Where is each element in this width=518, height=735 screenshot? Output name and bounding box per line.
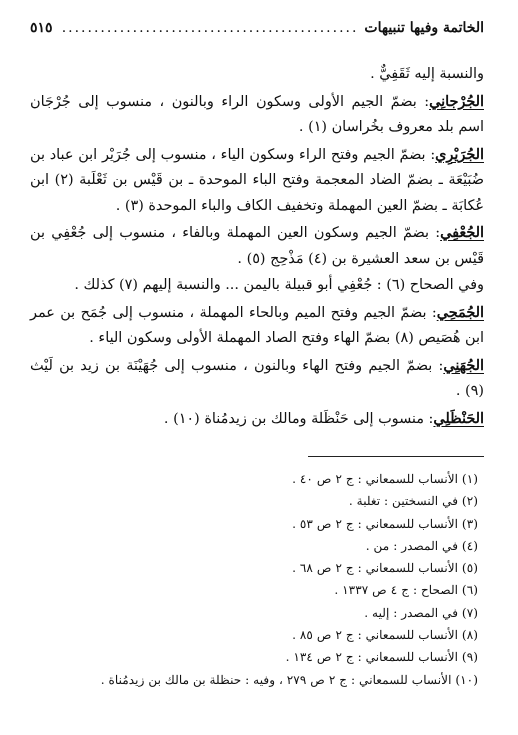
footnote: (٧) في المصدر : إليه .: [364, 605, 478, 620]
footnote: (١٠) الأنساب للسمعاني : ج ٢ ص ٢٧٩ ، وفيه : حنظلة بن مالك بن زيدمُناة .: [100, 672, 478, 687]
entry-jurjani: [30, 89, 484, 141]
entry-text: : بضمّ الجيم وسكون العين المهملة وبالفاء ، منسوب إلى جُعْفِي بن قَيْس بن سعد العشيرة بن (٤) مَذْحِج (٥) .: [30, 225, 484, 267]
entry-hanzali: [30, 406, 484, 433]
entry-jumahi: [30, 300, 484, 352]
footnote: (٢) في النسختين : تغلبة .: [348, 494, 478, 509]
entry-text: : منسوب إلى حَنْظَلة ومالك بن زيدمُناة (١٠) .: [163, 410, 434, 427]
entry-term: الجُمَحِي: [436, 303, 484, 321]
entry-text: : بضمّ الجيم الأولى وسكون الراء وبالنون ، منسوب إلى جُرْجَان اسم بلد معروف بخُراسان (١) .: [30, 93, 484, 135]
entry-jufi: [30, 220, 484, 272]
footnote: (١) الأنساب للسمعاني : ج ٢ ص ٤٠ .: [292, 472, 478, 486]
entry-sihah-note: [30, 273, 484, 299]
entry-text: : بضمّ الجيم وفتح الهاء وبالنون ، منسوب إلى جُهَيْنَة بن زيد بن لَيْث (٩) .: [30, 357, 484, 399]
entry-text: وفي الصحاح (٦) : جُعْفِي أبو قبيلة باليمن ... والنسبة إليهم (٧) كذلك .: [74, 277, 484, 293]
intro-line: والنسبة إليه ثَقَفِيٌّ .: [370, 66, 484, 82]
entry-term: الجُعْفِي: [440, 224, 484, 241]
footnote: (٨) الأنساب للسمعاني : ج ٢ ص ٨٥ .: [292, 628, 478, 643]
header-title: الخاتمة وفيها تنبيهات: [364, 20, 484, 36]
entry-juhani: [30, 353, 484, 405]
entry-term: الجُرْجانِي: [429, 92, 484, 110]
footnotes: [30, 468, 478, 691]
entry-text: : بضمّ الجيم وفتح الميم وبالحاء المهملة ، منسوب إلى جُمَح بن عمر ابن هُصَيص (٨) بضمّ الهاء وفتح الصاد المهملة الأولى وسكون الياء .: [30, 304, 484, 346]
entry-jurayri: [30, 142, 484, 220]
entry-term: الجُرَيْرِي: [435, 145, 484, 163]
main-text: [30, 62, 484, 433]
footnote: (٣) الأنساب للسمعاني : ج ٢ ص ٥٣ .: [292, 516, 478, 531]
entry-term: الجُهَنِي: [443, 356, 484, 374]
footnote: (٩) الأنساب للسمعاني : ج ٢ ص ١٣٤ .: [285, 650, 478, 665]
entry-term: الحَنْظَلِي: [433, 409, 484, 427]
footnote: (٥) الأنساب للسمعاني : ج ٢ ص ٦٨ .: [292, 561, 478, 576]
entry-text: : بضمّ الجيم وفتح الراء وسكون الياء ، منسوب إلى جُرَيْر ابن عباد بن ضُبَيْعَة ـ بضمّ الضاد المعجمة وفتح الباء الموحدة ـ بن قَيْس بن ثَعْلَبة (٢) ابن عُكابَة ـ بضمّ العين المهملة وتخفيف الكاف والباء الموحدة (٣) .: [30, 146, 484, 214]
header-leader-dots: [59, 20, 359, 36]
footnote: (٤) في المصدر : من .: [365, 538, 478, 553]
page-number: ٥١٥: [30, 20, 53, 36]
footnote: (٦) الصحاح : ج ٤ ص ١٣٣٧ .: [334, 583, 478, 598]
running-header: [30, 20, 484, 42]
footnote-separator: [308, 456, 484, 457]
